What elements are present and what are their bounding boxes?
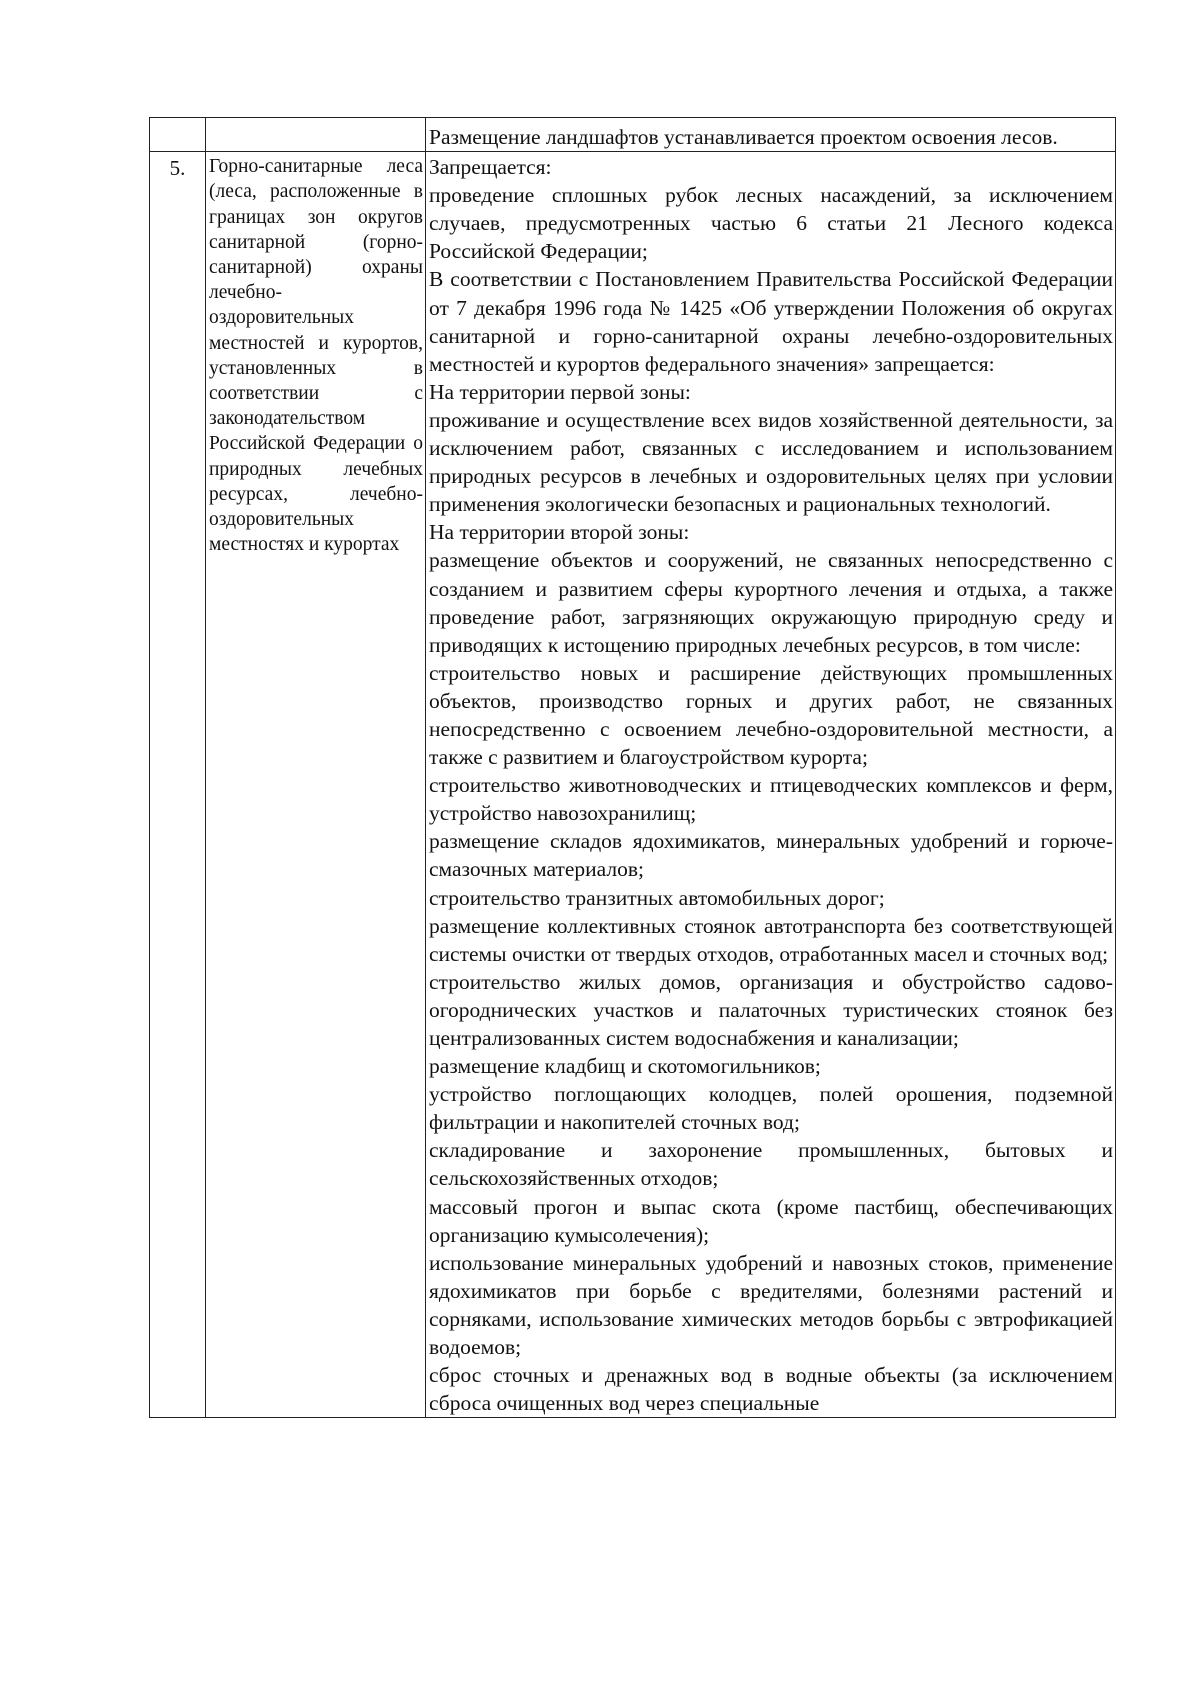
category-cell bbox=[206, 118, 426, 152]
regulation-paragraph: строительство новых и расширение действующих промышленных объектов, производство горных и других работ, не связанных непосредственно с освоением лечебно-оздоровительной местности, а также с развитием и благоустройством курорта; bbox=[429, 660, 1113, 770]
regulation-paragraph: использование минеральных удобрений и навозных стоков, применение ядохимикатов при борьбе с вредителями, болезнями растений и сорняками, использование химических методов борьбы с эвтрофикацией водоемов; bbox=[429, 1250, 1113, 1360]
regulation-paragraph: размещение складов ядохимикатов, минеральных удобрений и горюче-смазочных материалов; bbox=[429, 829, 1113, 882]
regulation-paragraph: устройство поглощающих колодцев, полей орошения, подземной фильтрации и накопителей сточных вод; bbox=[429, 1082, 1113, 1135]
row-number-cell bbox=[150, 118, 206, 152]
table-row bbox=[150, 118, 1116, 152]
regulation-paragraph: размещение кладбищ и скотомогильников; bbox=[429, 1054, 821, 1079]
regulation-paragraph: размещение объектов и сооружений, не связанных непосредственно с созданием и развитием сферы курортного лечения и отдыха, а также проведение работ, загрязняющих окружающую природную среду и приводящих к истощению природных лечебных ресурсов, в том числе: bbox=[429, 548, 1113, 657]
regulation-paragraph: В соответствии с Постановлением Правительства Российской Федерации от 7 декабря 1996 года № 1425 «Об утверждении Положения об округах санитарной и горно-санитарной охраны лечебно-оздоровительных местностей и курортов федерального значения» запрещается: bbox=[429, 267, 1113, 376]
regulations-table bbox=[149, 117, 1116, 1418]
regulation-paragraph: складирование и захоронение промышленных, бытовых и сельскохозяйственных отходов; bbox=[429, 1138, 1113, 1191]
regulation-paragraph: На территории второй зоны: bbox=[429, 520, 690, 545]
regulation-paragraph: Размещение ландшафтов устанавливается проектом освоения лесов. bbox=[429, 125, 1058, 149]
regulation-paragraph: сброс сточных и дренажных вод в водные объекты (за исключением сброса очищенных вод через специальные bbox=[429, 1363, 1113, 1416]
row-number-cell: 5. bbox=[150, 152, 206, 1418]
category-cell: Горно-санитарные леса (леса, расположенные в границах зон округов санитарной (горно-санитарной) охраны лечебно-оздоровительных местностей и курортов, установленных в соответствии с законодательством Российской Федерации о природных лечебных ресурсах, лечебно-оздоровительных местностях и курортах bbox=[206, 152, 426, 1418]
regulation-text-cell bbox=[426, 118, 1116, 152]
regulation-paragraph: проведение сплошных рубок лесных насаждений, за исключением случаев, предусмотренных частью 6 статьи 21 Лесного кодекса Российской Федерации; bbox=[429, 183, 1113, 264]
regulation-paragraph: На территории первой зоны: bbox=[429, 379, 691, 404]
regulation-paragraph: размещение коллективных стоянок автотранспорта без соответствующей системы очистки от твердых отходов, отработанных масел и сточных вод; bbox=[429, 913, 1113, 966]
regulation-paragraph: строительство животноводческих и птицеводческих комплексов и ферм, устройство навозохранилищ; bbox=[429, 773, 1113, 826]
regulation-paragraph: массовый прогон и выпас скота (кроме пастбищ, обеспечивающих организацию кумысолечения); bbox=[429, 1194, 1113, 1247]
table-row bbox=[150, 152, 1116, 1418]
regulation-paragraph: Запрещается: bbox=[429, 155, 552, 180]
regulation-text-cell bbox=[426, 152, 1116, 1418]
regulation-paragraph: строительство транзитных автомобильных дорог; bbox=[429, 885, 885, 910]
regulation-paragraph: проживание и осуществление всех видов хозяйственной деятельности, за исключением работ, связанных с исследованием и использованием природных ресурсов в лечебных и оздоровительных целях при условии применения экологически безопасных и рациональных технологий. bbox=[429, 407, 1113, 517]
regulation-paragraph: строительство жилых домов, организация и обустройство садово-огороднических участков и палаточных туристических стоянок без централизованных систем водоснабжения и канализации; bbox=[429, 969, 1113, 1050]
